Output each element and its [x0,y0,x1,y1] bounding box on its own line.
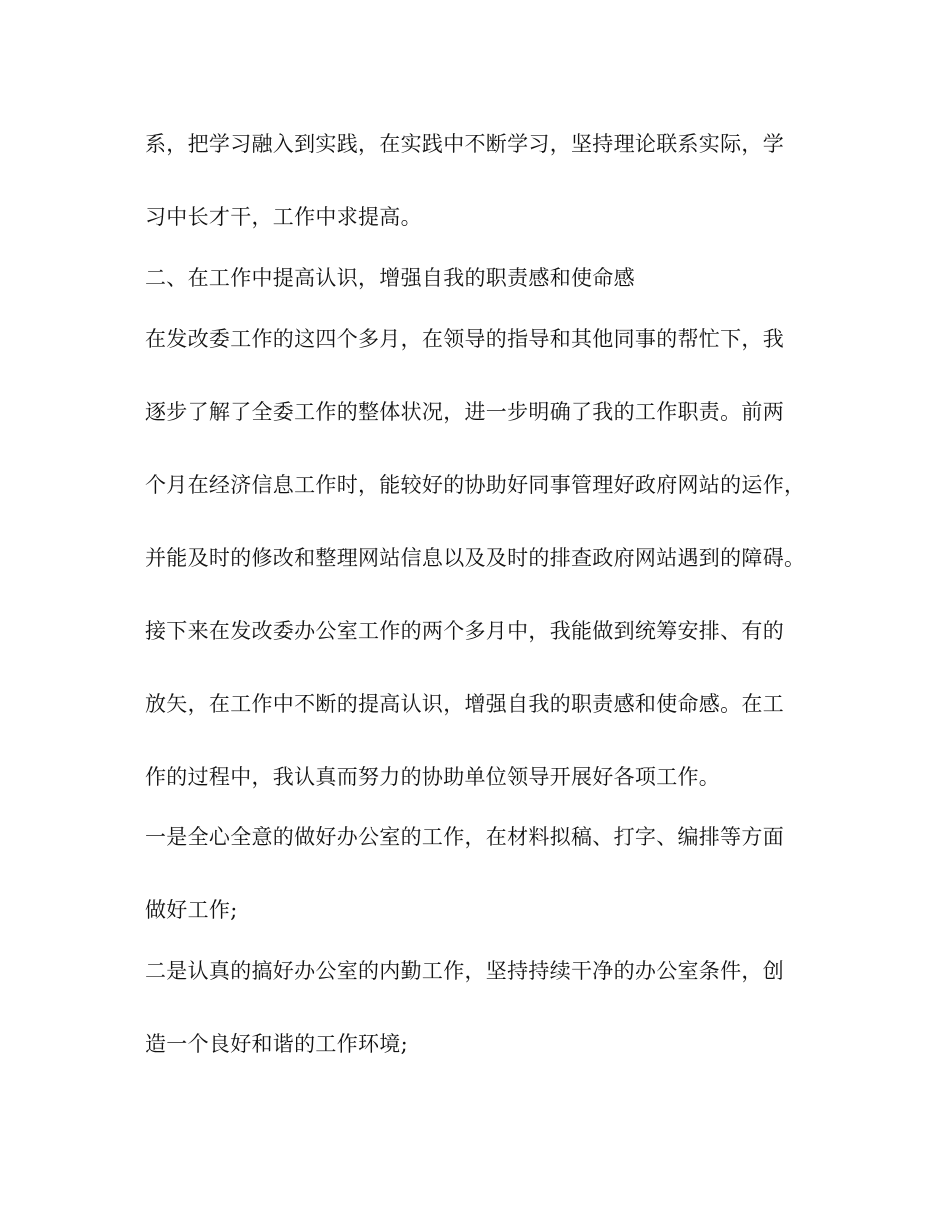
text-line: 系，把学习融入到实践，在实践中不断学习，坚持理论联系实际，学 [145,132,784,156]
text-line: 放矢，在工作中不断的提高认识，增强自我的职责感和使命感。在工 [145,692,784,716]
text-line: 习中长才干，工作中求提高。 [145,205,422,229]
text-line: 逐步了解了全委工作的整体状况，进一步明确了我的工作职责。前两 [145,400,784,424]
text-line: 作的过程中，我认真而努力的协助单位领导开展好各项工作。 [145,765,721,789]
list-item-line: 造一个良好和谐的工作环境; [145,1032,408,1056]
list-item-line: 做好工作; [145,898,238,922]
list-item-line: 一是全心全意的做好办公室的工作，在材料拟稿、打字、编排等方面 [145,825,784,849]
text-line: 接下来在发改委办公室工作的两个多月中，我能做到统筹安排、有的 [145,619,784,643]
text-line: 并能及时的修改和整理网站信息以及及时的排查政府网站遇到的障碍。 [145,546,806,570]
text-line: 个月在经济信息工作时，能较好的协助好同事管理好政府网站的运作， [145,473,806,497]
text-line: 在发改委工作的这四个多月，在领导的指导和其他同事的帮忙下，我 [145,327,784,351]
list-item-line: 二是认真的搞好办公室的内勤工作，坚持持续干净的办公室条件，创 [145,959,784,983]
section-heading: 二、在工作中提高认识，增强自我的职责感和使命感 [145,266,635,290]
